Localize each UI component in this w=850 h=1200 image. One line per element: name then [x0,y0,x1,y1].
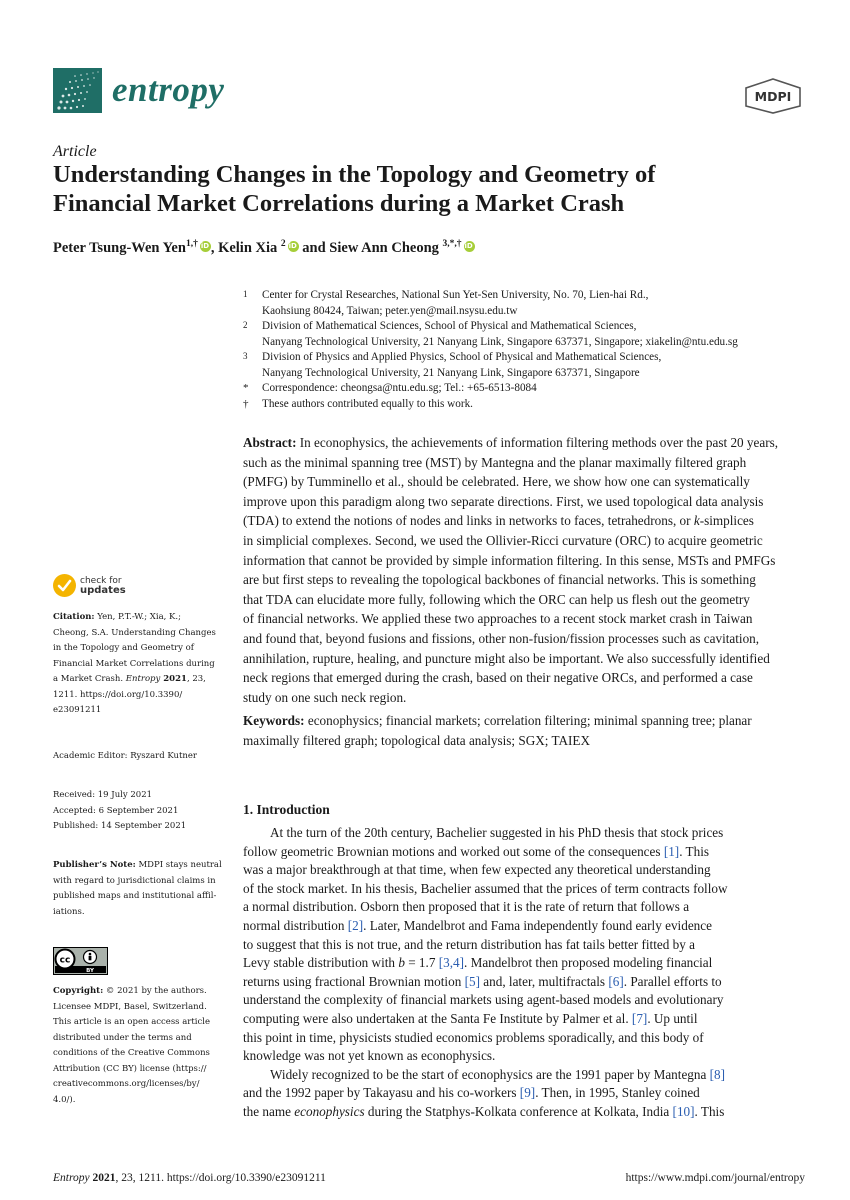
note-label: Publisher’s Note: [53,860,136,870]
citation-link[interactable]: [3,4] [438,955,464,971]
mdpi-logo [743,78,803,114]
check-for-updates-button[interactable] [80,576,126,596]
note-text: MDPI stays neutral [135,860,222,870]
note-line: iations. [53,906,85,917]
citation-link[interactable]: [1] [663,843,680,859]
intro-line [243,843,811,862]
abstract-line: (PMFG) by Tumminello et al., should be celebrated. Here, we show how one can systematically [243,474,750,490]
copyright-block [53,984,231,1108]
keywords [243,711,811,750]
intro-line [243,1084,811,1103]
copyright-line: 4.0/). [53,1094,76,1105]
copyright-line: This article is an open access article [53,1017,211,1027]
abstract-line [243,433,811,453]
abstract-line: in simplicial complexes. Second, we used the Ollivier-Ricci curvature (ORC) to acquire geometric [243,532,763,548]
author-name: Peter Tsung-Wen Yen [53,240,186,256]
citation-link[interactable]: [9] [519,1085,536,1101]
intro-text: during the Statphys-Kolkata conference at Kolkata, India [364,1103,673,1119]
copyright-text: © 2021 by the authors. [103,986,207,996]
publisher-note [53,858,231,920]
accepted-date: Accepted: 6 September 2021 [53,805,179,816]
note-line: published maps and institutional affil- [53,891,217,901]
citation-text: Yen, P.T.-W.; Xia, K.; [94,612,181,622]
abstract-line [243,511,811,531]
author-affil: 3,*,† [442,239,462,250]
received-date: Received: 19 July 2021 [53,790,153,800]
orcid-icon[interactable] [464,241,475,252]
citation-label: Citation: [53,612,95,622]
orcid-icon[interactable] [200,241,211,252]
citation-link[interactable]: [6] [608,973,624,989]
title-line: Understanding Changes in the Topology and Geometry of [53,161,656,188]
equal-contribution-note [243,397,803,413]
citation-link[interactable]: [10] [672,1103,695,1119]
intro-text: b [398,955,405,971]
citation-text: , 23, [186,674,206,684]
intro-text: . Up until [647,1010,698,1026]
affiliation-item [243,319,803,350]
citation-line: Financial Market Correlations during [53,658,215,669]
affiliation-item [243,350,803,381]
abstract-line: are but first steps to revealing the topological backbones of financial networks. This is something [243,572,756,588]
affiliation-line: Correspondence: cheongsa@ntu.edu.sg; Tel.: +65-6513-8084 [262,382,537,394]
affiliation-line: Division of Mathematical Sciences, School of Physical and Mathematical Sciences, [262,320,637,332]
intro-text: . [679,843,683,859]
intro-text: . Then, in 1995, Stanley coined [535,1085,700,1101]
footer-url[interactable]: https://www.mdpi.com/journal/entropy [625,1172,805,1184]
citation-doi[interactable]: 1211. https://doi.org/10.3390/ [53,689,183,700]
affiliations [243,288,803,412]
affiliation-marker: * [243,382,249,394]
citation-line: in the Topology and Geometry of [53,643,194,653]
intro-text: the name [243,1103,295,1119]
abstract-line: information that cannot be provided by simple information filtering. In this sense, MSTs and PMFGs [243,552,776,568]
abstract-text: In econophysics, the achievements of information filtering methods over the past 20 years, [296,435,779,450]
intro-text: normal distribution [243,917,348,933]
citation-line [53,672,231,688]
title-line: Financial Market Correlations during a Market Crash [53,190,625,217]
affiliation-line: Division of Physics and Applied Physics, School of Physical and Mathematical Sciences, [262,351,662,363]
abstract-line: study on one such neck region. [243,689,407,705]
citation-link[interactable]: [7] [631,1010,648,1026]
keywords-text: econophysics; financial markets; correlation filtering; minimal spanning tree; planar [304,713,752,728]
intro-line: understand the complexity of financial markets using agent-based models and evolutionary [243,992,724,1008]
citation-block [53,610,231,719]
intro-text: and, later, multifractals [479,973,609,989]
affiliation-line: Nanyang Technological University, 21 Nanyang Link, Singapore 637371, Singapore; xiakelin@ntu.edu.sg [262,335,738,348]
citation-text: 2021 [160,674,187,684]
citation-text: Entropy [125,674,161,684]
intro-line: a normal distribution. Osborn then proposed that it is the rate of return that follows a [243,899,690,915]
abstract-text: (TDA) to extend the notions of nodes and links in networks to faces, tetrahedrons, or [243,513,694,529]
copyright-label: Copyright: [53,986,104,996]
citation-link[interactable]: [5] [464,973,480,989]
abstract-text: -simplices [699,513,754,529]
copyright-line: Licensee MDPI, Basel, Switzerland. [53,1001,207,1012]
intro-text: Widely recognized to be the start of econophysics are the 1991 paper by Mantegna [270,1066,710,1082]
note-line [53,858,231,874]
author-name: Kelin Xia [218,240,278,256]
cc-by-text: BY [86,968,94,974]
check-for-updates-icon[interactable] [53,574,76,597]
journal-name: entropy [112,70,225,109]
intro-text: = 1.7 [404,955,439,971]
abstract-line: such as the minimal spanning tree (MST) by Mantegna and the planar maximally filtered graph [243,454,747,470]
footer-doi[interactable]: , 23, 1211. https://doi.org/10.3390/e23091211 [115,1172,326,1184]
keywords-label: Keywords: [243,713,305,728]
intro-text: . Mandelbrot then proposed modeling financial [464,955,713,971]
intro-line: of the stock market. In his thesis, Bachelier assumed that the prices of term contracts follow [243,880,728,896]
intro-line [243,917,811,936]
citation-doi[interactable]: e23091211 [53,705,102,715]
intro-line [243,954,811,973]
publisher-name: MDPI [754,89,792,104]
intro-text: Levy stable distribution with [243,955,399,971]
author-affil: 2 [280,239,286,250]
journal-logo-icon [53,68,102,113]
citation-text: a Market Crash. [53,674,126,684]
intro-line [243,1103,811,1122]
intro-line [243,973,811,992]
footer-journal: Entropy [53,1172,90,1184]
intro-text: and the 1992 paper by Takayasu and his co-workers [243,1085,520,1101]
published-date: Published: 14 September 2021 [53,821,187,831]
intro-line: At the turn of the 20th century, Bachelier suggested in his PhD thesis that stock prices [270,825,724,840]
section-heading: 1. Introduction [243,802,330,817]
affiliation-line: Nanyang Technological University, 21 Nanyang Link, Singapore 637371, Singapore [262,366,640,379]
dates-block [53,788,231,835]
footer-year: 2021 [89,1172,116,1184]
affiliation-marker: † [243,397,249,410]
intro-text: This [682,843,710,859]
copyright-line: creativecommons.org/licenses/by/ [53,1079,200,1089]
copyright-line: conditions of the Creative Commons [53,1048,210,1058]
separator: and [298,240,330,256]
intro-text: . Parallel efforts to [623,973,722,989]
cc-text: cc [59,955,71,966]
affiliation-line: These authors contributed equally to this work. [262,397,473,410]
abstract-line: of financial networks. We applied these two approaches to a recent stock market crash in Taiwan [243,611,753,627]
author-list [53,240,475,257]
intro-line: to suggest that this is not true, and the return distribution has fat tails better fitted by a [243,936,695,952]
author-name: Siew Ann Cheong [329,240,439,256]
intro-text: . This [694,1103,725,1119]
keywords-line: maximally filtered graph; topological data analysis; SGX; TAIEX [243,732,590,748]
abstract-line: neck regions that emerged during the crash, based on their negative ORCs, and performed a case [243,670,753,686]
citation-line: Cheong, S.A. Understanding Changes [53,627,216,638]
separator: , [210,240,219,256]
intro-line: knowledge was not yet known as econophysics. [243,1048,496,1064]
keywords-line [243,711,811,731]
check-label: check for [80,576,122,586]
affiliation-item [243,288,803,319]
correspondence-item [243,381,803,397]
introduction-text [243,824,811,1122]
copyright-line: distributed under the terms and [53,1032,192,1043]
citation-link[interactable]: [2] [347,917,364,933]
abstract-label: Abstract: [243,435,297,450]
abstract-line: that TDA can elucidate more fully, following which the ORC can help us flesh out the geometry [243,591,750,607]
intro-text: returns using fractional Brownian motion [243,973,465,989]
abstract-text: k [693,513,700,529]
intro-line [243,1066,811,1085]
intro-text: econophysics [294,1103,365,1119]
abstract [243,433,811,707]
citation-line [53,610,231,626]
intro-line: this point in time, physicists studied economics problems sporadically, and this body of [243,1029,704,1045]
intro-line [243,1010,811,1029]
footer-citation [53,1172,326,1184]
check-label: updates [80,585,126,596]
article-type: Article [53,143,97,160]
abstract-line: improve upon this paradigm along two separate directions. First, we used topological data analysis [243,493,764,509]
copyright-line: Attribution (CC BY) license (https:// [53,1063,207,1074]
affiliation-marker: 2 [243,320,248,330]
affiliation-line: Center for Crystal Researches, National Sun Yet-Sen University, No. 70, Lien-hai Rd., [262,289,649,301]
cc-by-license-icon[interactable] [53,947,108,975]
intro-text: . Later, Mandelbrot and Fama independently found early evidence [363,917,712,933]
affiliation-marker: 3 [243,351,248,361]
note-line: with regard to jurisdictional claims in [53,875,216,886]
copyright-line [53,984,231,1000]
abstract-line: annihilation, rupture, healing, and puncture might also be important. We also successfully identified [243,650,770,666]
affiliation-marker: 1 [243,289,248,299]
affiliation-line: Kaohsiung 80424, Taiwan; peter.yen@mail.nsysu.edu.tw [262,304,518,317]
intro-line: was a major breakthrough at that time, when few expected any theoretical understanding [243,862,711,878]
author-affil: 1,† [185,239,198,250]
abstract-line: and found that, beyond fusions and fissions, other non-fusion/fission processes such as cavitation, [243,630,760,646]
citation-link[interactable]: [8] [709,1066,726,1082]
orcid-icon[interactable] [288,241,299,252]
academic-editor: Academic Editor: Ryszard Kutner [53,751,197,761]
intro-text: follow geometric Brownian motions and worked out some of the consequences [243,843,664,859]
intro-text: computing were also undertaken at the Santa Fe Institute by Palmer et al. [243,1010,632,1026]
page-title [53,160,813,218]
